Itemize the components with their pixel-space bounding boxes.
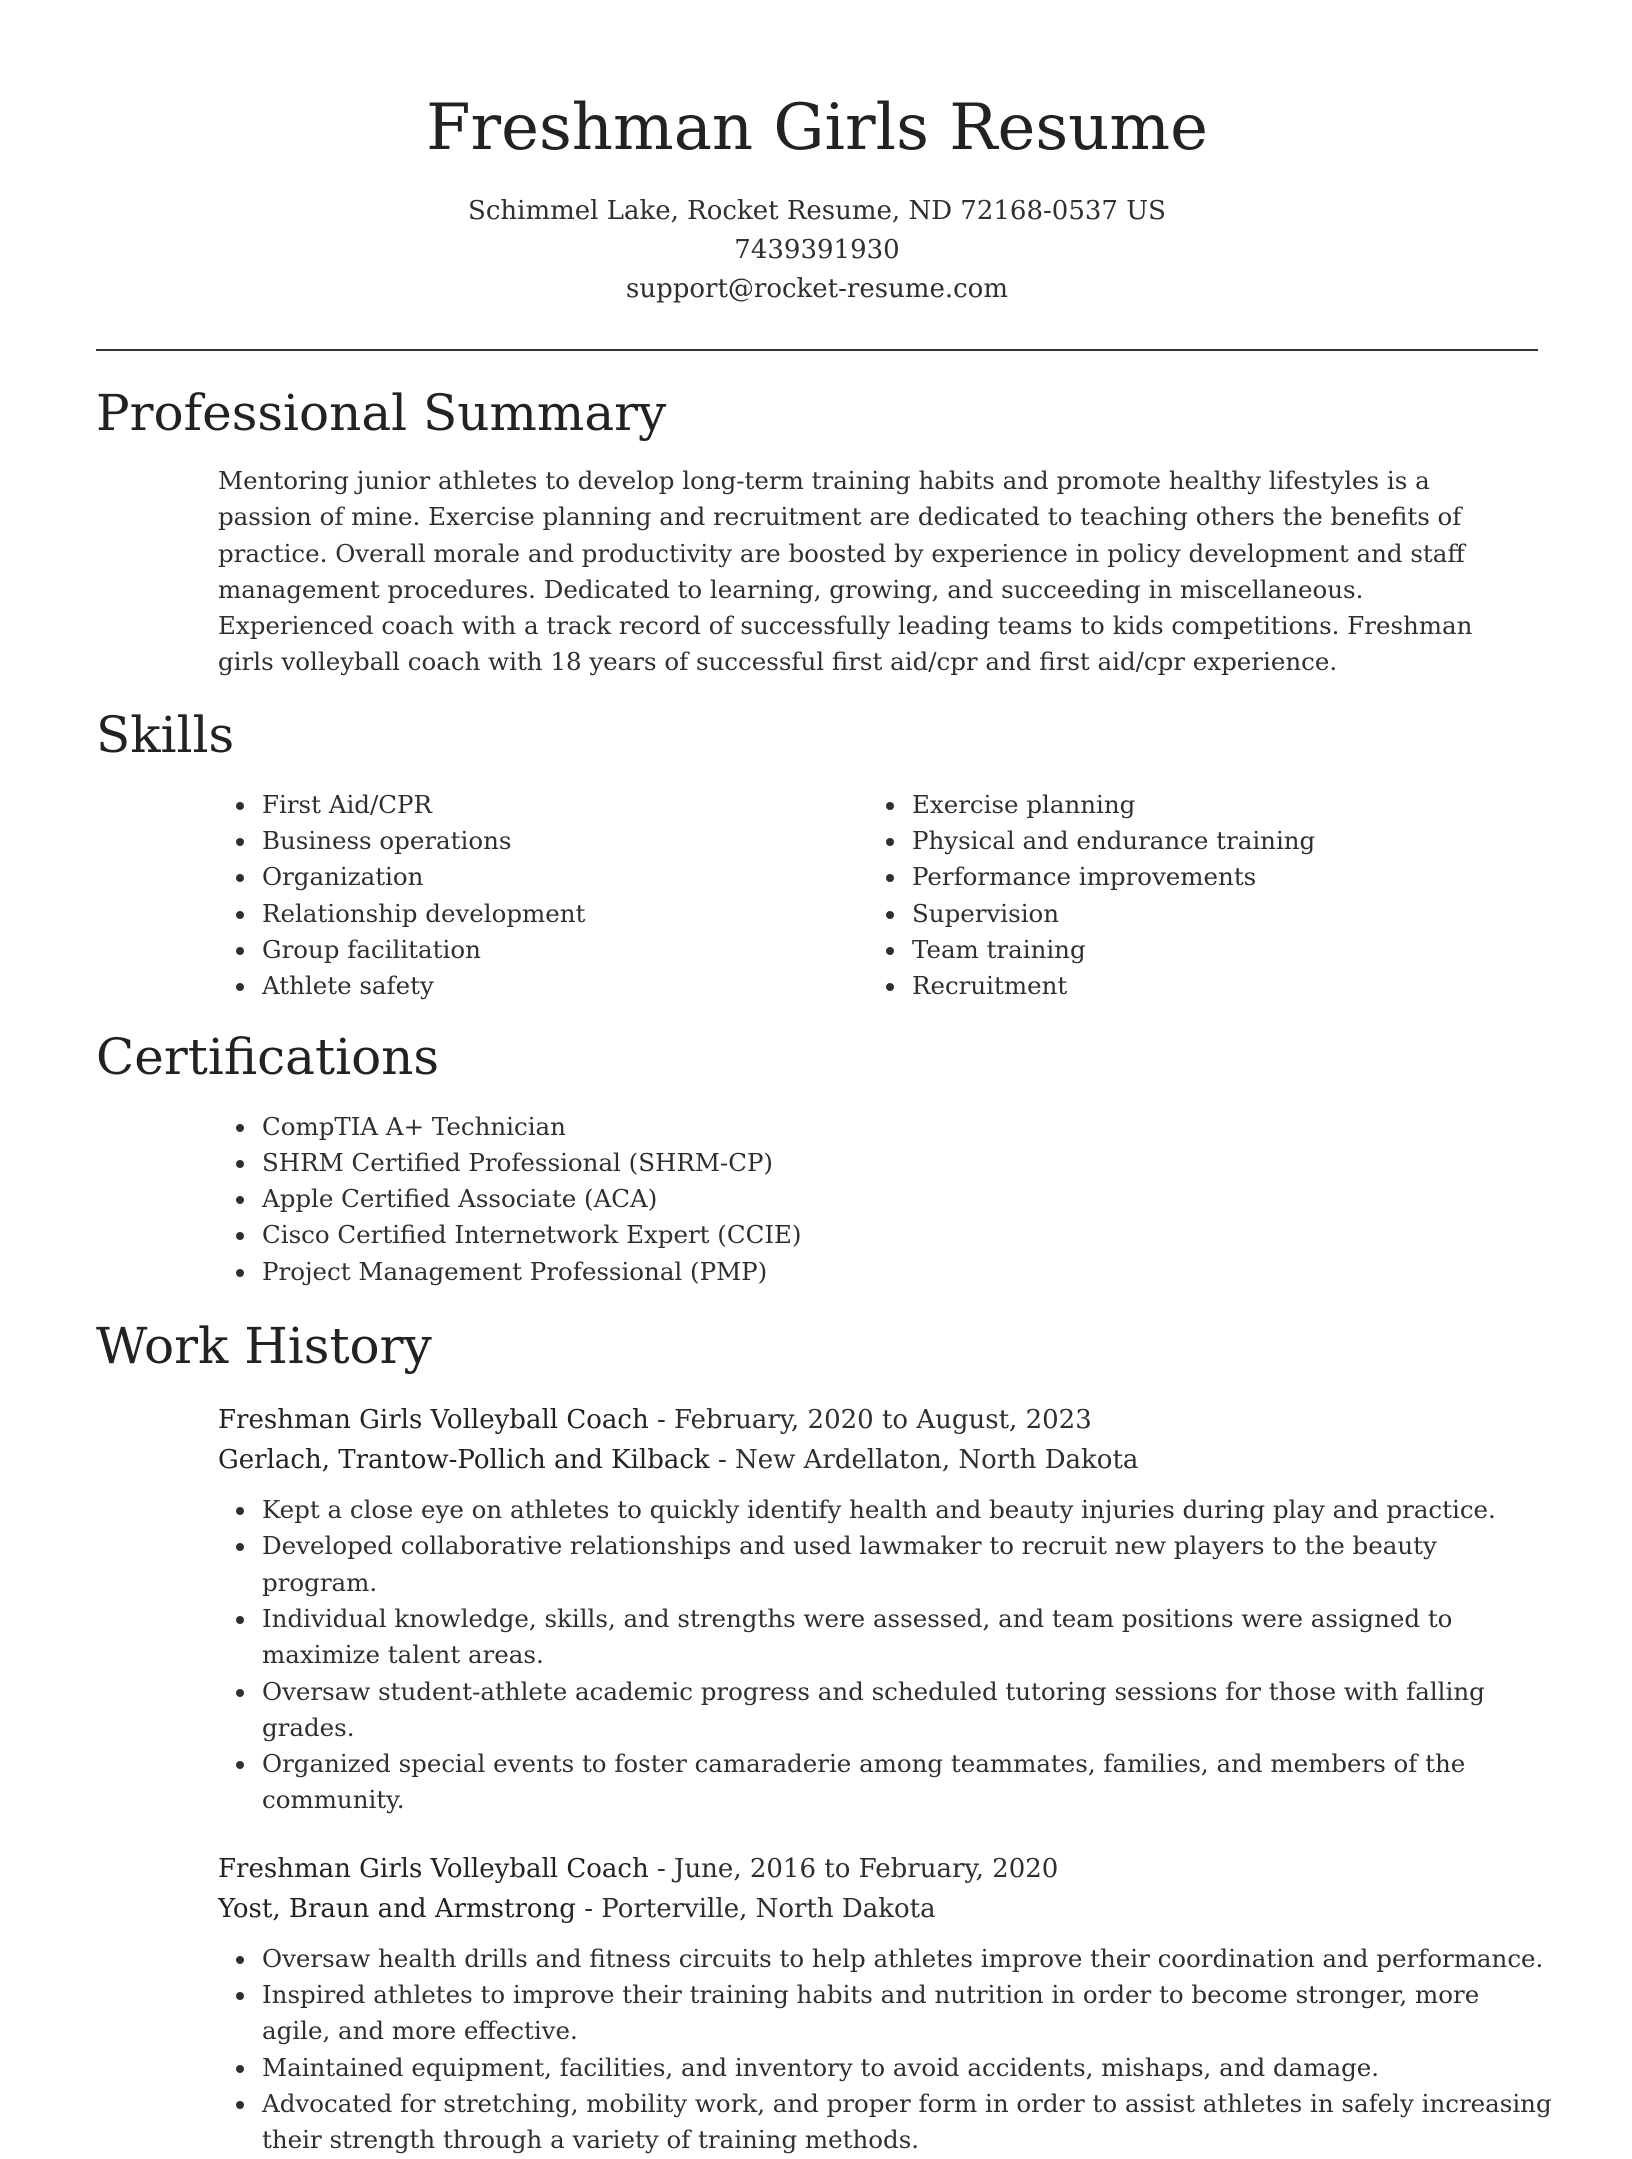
job-title: Freshman Girls Volleyball Coach — [218, 1853, 649, 1884]
email: support@rocket-resume.com — [625, 274, 1008, 304]
job-company: Yost, Braun and Armstrong — [218, 1893, 576, 1924]
skills-left-column — [218, 787, 868, 1005]
skill-item: Relationship development — [218, 896, 868, 932]
certification-item: SHRM Certified Professional (SHRM-CP) — [218, 1145, 1538, 1181]
job-location: - New Ardellaton, North Dakota — [709, 1445, 1139, 1476]
skill-item: First Aid/CPR — [218, 787, 868, 823]
summary-section — [96, 381, 1538, 681]
skills-right-column — [868, 787, 1518, 1005]
skills-title: Skills — [96, 705, 235, 764]
job-entry — [218, 1849, 1552, 2159]
certification-item: Cisco Certified Internetwork Expert (CCIE) — [218, 1217, 1538, 1253]
skills-columns — [218, 787, 1538, 1005]
job-dates: - February, 2020 to August, 2023 — [648, 1405, 1092, 1436]
resume-header — [96, 0, 1538, 309]
certification-item: Apple Certified Associate (ACA) — [218, 1181, 1538, 1217]
job-duty: Oversaw student-athlete academic progress and scheduled tutoring sessions for those with falling grades. — [218, 1674, 1552, 1747]
skills-right-list — [868, 787, 1518, 1005]
address: Schimmel Lake, Rocket Resume, ND 72168-0537 US — [468, 196, 1166, 226]
job-duty: Kept a close eye on athletes to quickly identify health and beauty injuries during play and practice. — [218, 1492, 1552, 1528]
skill-item: Recruitment — [868, 968, 1518, 1004]
job-duties — [218, 1492, 1538, 1819]
summary-text: Mentoring junior athletes to develop long-term training habits and promote healthy lifestyles is a passion of mine. Exercise planning and recruitment are dedicated to teaching others the benefits of practice. Overall morale and productivity are boosted by experience in policy development and staff management procedures. Dedicated to learning, growing, and succeeding in miscellaneous. Experienced coach with a track record of successfully leading teams to kids competitions. Freshman girls volleyball coach with 18 years of successful first aid/cpr and first aid/cpr experience. — [218, 466, 1473, 677]
job-location: - Porterville, North Dakota — [575, 1893, 936, 1924]
resume-page — [96, 0, 1552, 2159]
job-duties — [218, 1941, 1552, 2159]
skill-item: Business operations — [218, 823, 868, 859]
job-title-line — [218, 1849, 1538, 1889]
skill-item: Supervision — [868, 896, 1518, 932]
job-title-line — [218, 1400, 1538, 1440]
job-entry — [218, 1400, 1538, 1819]
job-duty: Individual knowledge, skills, and strengths were assessed, and team positions were assigned to maximize talent areas. — [218, 1601, 1552, 1674]
work-history-section — [96, 1314, 1552, 2158]
certifications-list-wrap — [218, 1109, 1538, 1290]
resume-name: Freshman Girls Resume — [426, 91, 1208, 165]
certifications-title: Certifications — [96, 1027, 440, 1086]
skill-item: Organization — [218, 859, 868, 895]
job-dates: - June, 2016 to February, 2020 — [648, 1853, 1059, 1884]
work-history-title: Work History — [96, 1317, 432, 1376]
phone: 7439391930 — [734, 235, 900, 265]
job-duty: Organized special events to foster camaraderie among teammates, families, and members of the community. — [218, 1746, 1552, 1819]
header-divider — [96, 349, 1538, 351]
job-duty: Inspired athletes to improve their training habits and nutrition in order to become stronger, more agile, and more effective. — [218, 1977, 1552, 2050]
job-duty: Advocated for stretching, mobility work, and proper form in order to assist athletes in safely increasing their strength through a variety of training methods. — [218, 2086, 1552, 2159]
job-company-line — [218, 1889, 1538, 1929]
job-title: Freshman Girls Volleyball Coach — [218, 1405, 649, 1436]
skill-item: Athlete safety — [218, 968, 868, 1004]
certifications-list — [218, 1109, 1538, 1290]
contact-info — [96, 192, 1538, 309]
certification-item: Project Management Professional (PMP) — [218, 1254, 1538, 1290]
skills-section — [96, 703, 1538, 1005]
summary-title: Professional Summary — [96, 384, 667, 442]
job-company: Gerlach, Trantow-Pollich and Kilback — [218, 1445, 710, 1476]
skills-left-list — [218, 787, 868, 1005]
skill-item: Physical and endurance training — [868, 823, 1518, 859]
certifications-section — [96, 1025, 1538, 1290]
job-duty: Developed collaborative relationships and used lawmaker to recruit new players to the beauty program. — [218, 1528, 1552, 1601]
skill-item: Team training — [868, 932, 1518, 968]
skill-item: Exercise planning — [868, 787, 1518, 823]
skill-item: Performance improvements — [868, 859, 1518, 895]
job-duty: Oversaw health drills and fitness circuits to help athletes improve their coordination and performance. — [218, 1941, 1552, 1977]
job-duty: Maintained equipment, facilities, and inventory to avoid accidents, mishaps, and damage. — [218, 2050, 1552, 2086]
skill-item: Group facilitation — [218, 932, 868, 968]
certification-item: CompTIA A+ Technician — [218, 1109, 1538, 1145]
job-company-line — [218, 1440, 1538, 1480]
